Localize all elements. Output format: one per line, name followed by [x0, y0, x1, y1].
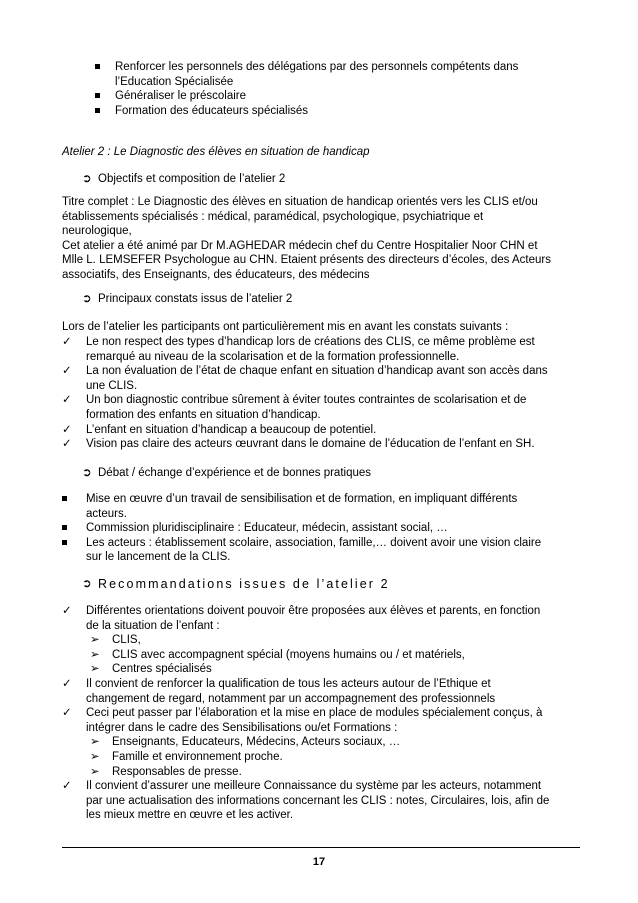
sub-list-item — [90, 735, 580, 750]
check-icon: ✓ — [62, 707, 72, 720]
list-item-line: Ceci peut passer par l’élaboration et la mise en place de modules spécialement conçus, à — [86, 707, 543, 720]
subheading-text: Débat / échange d’expérience et de bonnes pratiques — [98, 467, 372, 479]
list-item — [62, 89, 580, 104]
list-item-line: acteurs. — [86, 507, 127, 520]
list-item-line: par une actualisation des informations concernant les CLIS : notes, Circulaires, lois, afin de — [86, 794, 550, 807]
list-item-line: intégrer dans le cadre des Sensibilisations ou/et Formations : — [86, 721, 398, 734]
arrowhead-bullet-icon: ➢ — [90, 634, 100, 647]
sub-list-item-line: CLIS, — [112, 634, 141, 647]
arrow-icon: ➲ — [82, 173, 92, 185]
constats-intro: Lors de l’atelier les participants ont particulièrement mis en avant les constats suivants : — [62, 321, 509, 333]
square-bullet-icon — [62, 525, 67, 530]
sub-list-item-line: Enseignants, Educateurs, Médecins, Acteurs sociaux, … — [112, 736, 401, 749]
list-item — [62, 104, 580, 119]
constats-list — [62, 335, 580, 452]
list-item-line: une CLIS. — [86, 379, 138, 392]
list-item — [62, 60, 580, 89]
list-item — [62, 423, 580, 438]
list-item-line: Renforcer les personnels des délégations par des personnels compétents dans — [115, 61, 519, 73]
list-item-line: sur le lancement de la CLIS. — [86, 551, 231, 564]
list-item — [62, 437, 580, 452]
section-title: Atelier 2 : Le Diagnostic des élèves en situation de handicap — [62, 146, 370, 158]
debat-list — [62, 492, 580, 565]
footer-rule — [62, 847, 580, 848]
list-item-line: les mieux mettre en œuvre et les activer. — [86, 809, 294, 822]
list-item — [62, 335, 580, 364]
constats-heading — [62, 292, 580, 307]
check-icon: ✓ — [62, 780, 72, 793]
list-item — [62, 521, 580, 536]
paragraph-line: Titre complet : Le Diagnostic des élèves en situation de handicap orientés vers les CLIS et/ou — [62, 196, 538, 208]
paragraph-line: neurologique, — [62, 225, 132, 238]
subheading-text: Objectifs et composition de l’atelier 2 — [98, 173, 286, 185]
arrowhead-bullet-icon: ➢ — [90, 750, 100, 763]
objectifs-heading — [62, 172, 580, 187]
page-number: 17 — [312, 856, 326, 868]
sub-list-item — [90, 750, 580, 765]
recommandations-list — [62, 604, 580, 823]
list-item-line: Formation des éducateurs spécialisés — [115, 104, 309, 117]
recommandations-heading — [62, 577, 580, 593]
list-item-line: Vision pas claire des acteurs œuvrant dans le domaine de l’éducation de l’enfant en SH. — [86, 438, 535, 451]
arrow-icon: ➲ — [82, 293, 92, 305]
paragraph-line: associatifs, des Enseignants, des éducateurs, des médecins — [62, 268, 370, 281]
list-item-line: remarqué au niveau de la scolarisation et de la formation professionnelle. — [86, 350, 460, 363]
square-bullet-icon — [95, 108, 100, 113]
arrow-icon: ➲ — [82, 467, 92, 479]
square-bullet-icon — [62, 540, 67, 545]
list-item — [62, 393, 580, 422]
check-icon: ✓ — [62, 365, 72, 378]
check-icon: ✓ — [62, 423, 72, 436]
top-bullet-list — [62, 60, 580, 118]
list-item-line: La non évaluation de l’état de chaque enfant en situation d’handicap avant son accès dans — [86, 365, 548, 378]
sub-list-item-line: Centres spécialisés — [112, 663, 212, 676]
sub-list-item — [90, 633, 580, 648]
subheading-text: Recommandations issues de l’atelier 2 — [98, 577, 390, 591]
sub-list-item — [90, 662, 580, 677]
sub-list-item-line: Responsables de presse. — [112, 765, 242, 778]
arrowhead-bullet-icon: ➢ — [90, 663, 100, 676]
list-item-line: de la situation de l’enfant : — [86, 619, 220, 632]
paragraph-line: Cet atelier a été animé par Dr M.AGHEDAR médecin chef du Centre Hospitalier Noor CHN et — [62, 239, 538, 252]
list-item-line: Il convient de renforcer la qualification de tous les acteurs autour de l’Ethique et — [86, 677, 491, 690]
list-item — [62, 677, 580, 706]
list-item-line: formation des enfants en situation d’handicap. — [86, 408, 321, 421]
check-icon: ✓ — [62, 605, 72, 617]
list-item — [62, 604, 580, 677]
check-icon: ✓ — [62, 438, 72, 451]
sub-list-item — [90, 765, 580, 780]
debat-heading — [62, 466, 580, 481]
check-icon: ✓ — [62, 677, 72, 690]
list-item-line: Il convient d’assurer une meilleure Connaissance du système par les acteurs, notamment — [86, 780, 542, 793]
list-item-line: l’Education Spécialisée — [115, 75, 234, 88]
objectifs-paragraph — [62, 195, 580, 283]
list-item — [62, 492, 580, 521]
check-icon: ✓ — [62, 336, 72, 348]
sub-list-item — [90, 648, 580, 663]
list-item — [62, 706, 580, 779]
paragraph-line: établissements spécialisés : médical, paramédical, psychologique, psychiatrique et — [62, 210, 484, 223]
list-item — [62, 779, 580, 823]
list-item-line: Généraliser le préscolaire — [115, 90, 247, 103]
list-item — [62, 364, 580, 393]
arrowhead-bullet-icon: ➢ — [90, 736, 100, 749]
list-item-line: Différentes orientations doivent pouvoir être proposées aux élèves et parents, en fonction — [86, 605, 541, 617]
paragraph-line: Mlle L. LEMSEFER Psychologue au CHN. Etaient présents des directeurs d’écoles, des Acteurs — [62, 254, 551, 267]
square-bullet-icon — [95, 93, 100, 98]
list-item — [62, 536, 580, 565]
arrowhead-bullet-icon: ➢ — [90, 765, 100, 778]
list-item-line: L’enfant en situation d’handicap a beaucoup de potentiel. — [86, 423, 377, 436]
square-bullet-icon — [62, 496, 67, 501]
list-item-line: Un bon diagnostic contribue sûrement à éviter toutes contraintes de scolarisation et de — [86, 394, 527, 407]
arrowhead-bullet-icon: ➢ — [90, 648, 100, 661]
list-item-line: Commission pluridisciplinaire : Educateur, médecin, assistant social, … — [86, 522, 448, 535]
list-item-line: Les acteurs : établissement scolaire, association, famille,… doivent avoir une vision claire — [86, 536, 542, 549]
square-bullet-icon — [95, 64, 100, 69]
subheading-text: Principaux constats issus de l’atelier 2 — [98, 293, 293, 305]
sub-list-item-line: CLIS avec accompagnent spécial (moyens humains ou / et matériels, — [112, 648, 465, 661]
list-item-line: changement de regard, notamment par un accompagnement des professionnels — [86, 692, 496, 705]
check-icon: ✓ — [62, 394, 72, 407]
list-item-line: Le non respect des types d’handicap lors de créations des CLIS, ce même problème est — [86, 336, 535, 348]
sub-list-item-line: Famille et environnement proche. — [112, 750, 283, 763]
list-item-line: Mise en œuvre d’un travail de sensibilisation et de formation, en impliquant différents — [86, 493, 518, 505]
arrow-icon: ➲ — [82, 578, 92, 590]
